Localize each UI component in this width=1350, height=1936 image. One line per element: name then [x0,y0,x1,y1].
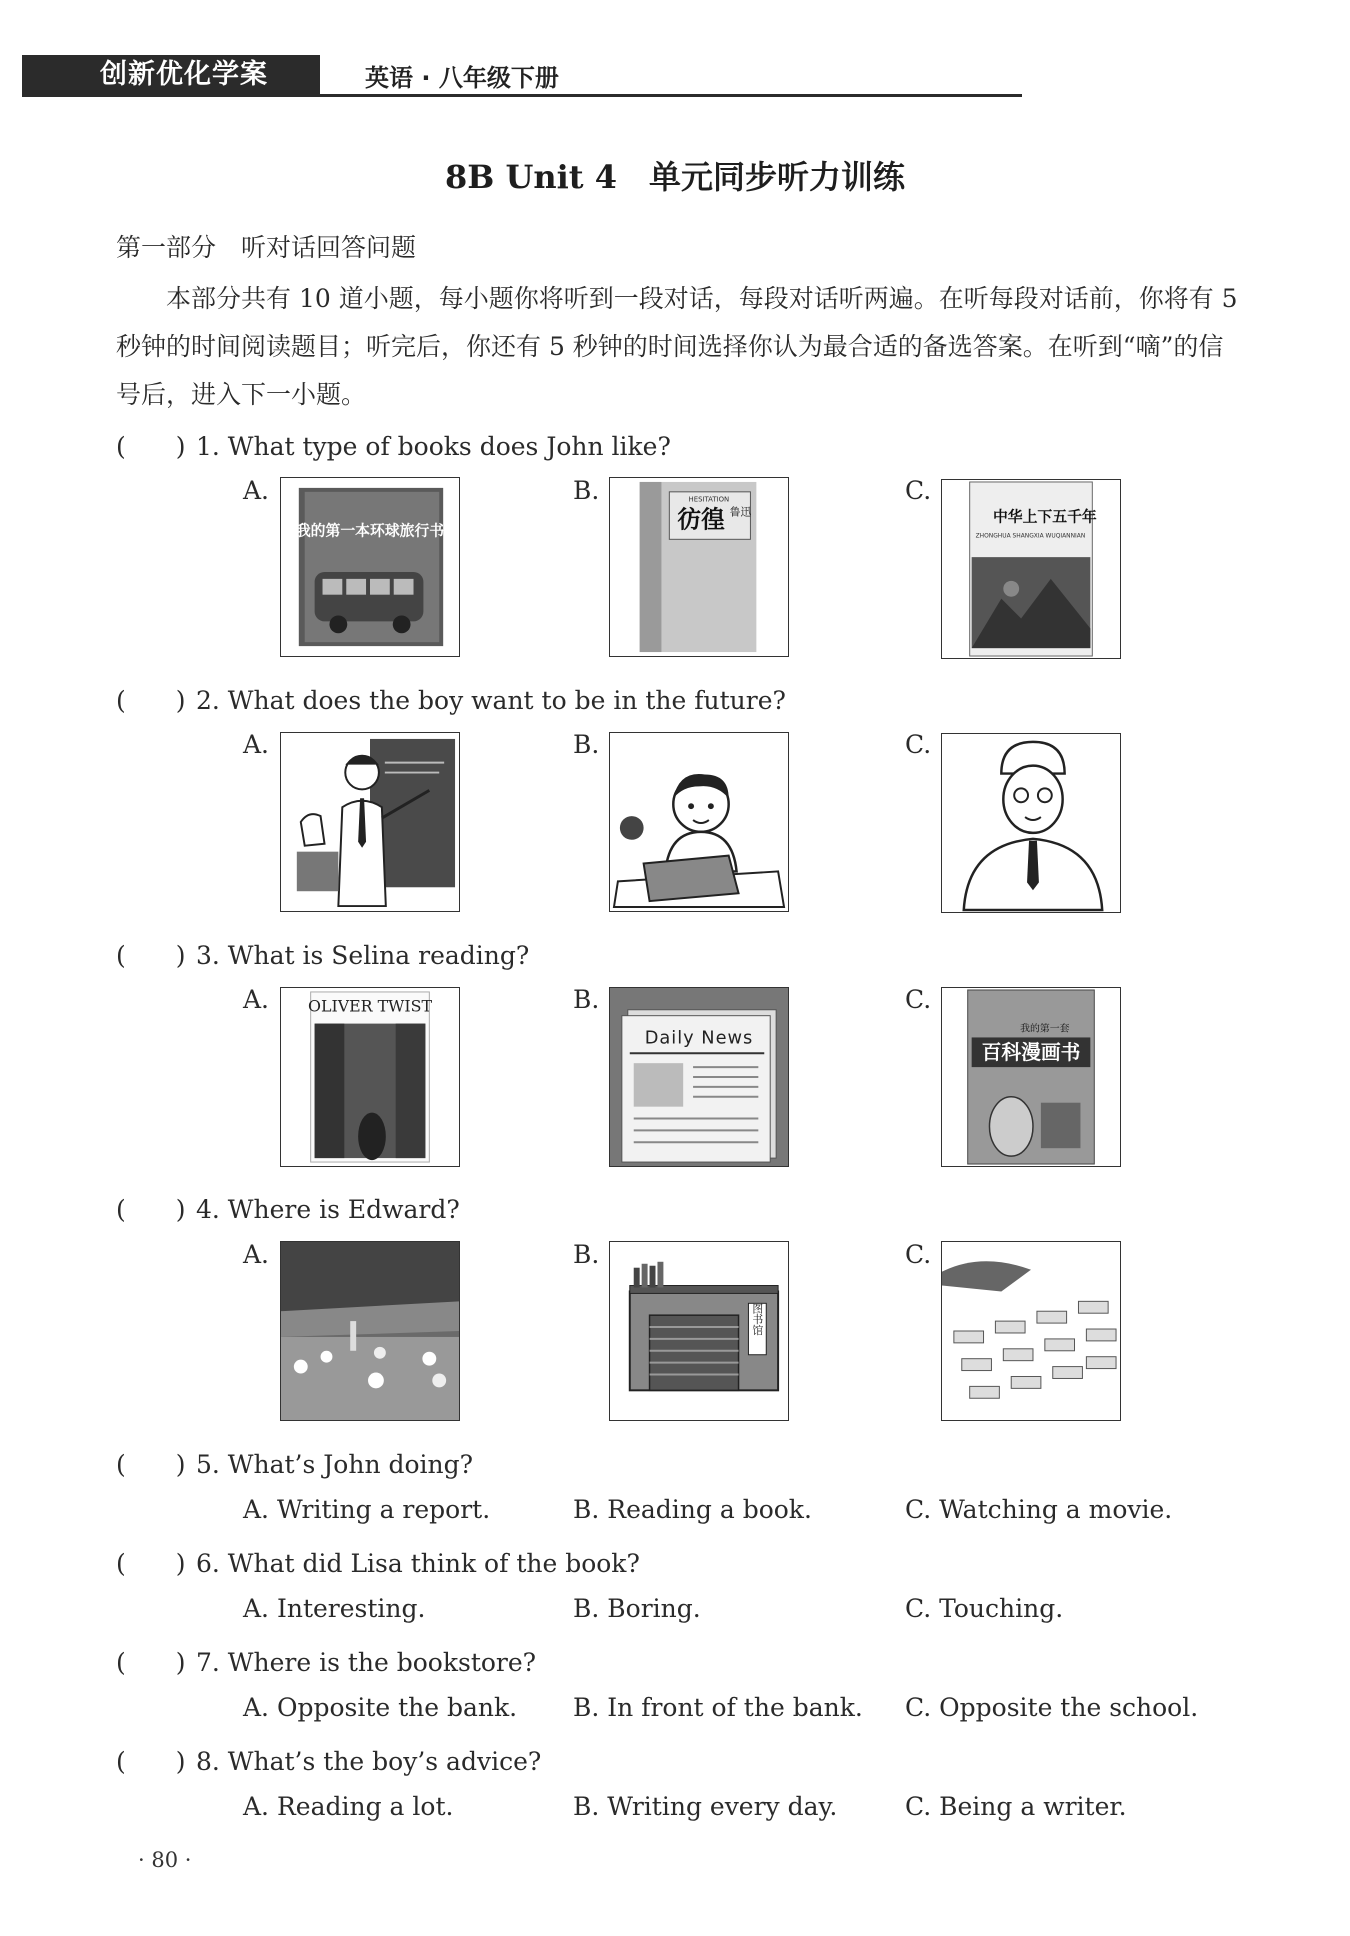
library-sign: 图书馆 [750,1302,764,1336]
option-a-label: A. [243,985,270,1014]
answer-bracket[interactable]: ( ) [116,941,186,970]
section-heading: 第一部分 听对话回答问题 [116,233,417,262]
hesitation-en-title: HESITATION [688,495,730,504]
option-b-label: B. [573,985,600,1014]
newspaper-masthead: Daily News [644,1027,754,1049]
doctor-illustration-image[interactable] [941,733,1121,913]
option-text: Writing a report. [276,1495,491,1524]
boy-typing-illustration-graphic [610,733,788,911]
library-illustration-image[interactable] [609,1241,789,1421]
oliver-twist-title: OLIVER TWIST [307,996,433,1016]
option-text: Watching a movie. [939,1495,1173,1524]
question-1 [116,427,671,463]
option-label: A. [243,1792,270,1821]
question-6 [116,1544,640,1580]
option-label: C. [905,1594,932,1623]
option-a[interactable] [243,1594,425,1623]
option-label: B. [573,1792,600,1821]
newspaper-illustration-image[interactable] [609,987,789,1167]
comic-series: 我的第一套 [1020,1023,1070,1035]
question-text: 5. What’s John doing? [196,1450,474,1479]
option-text: Interesting. [276,1594,426,1623]
history-book-cover-image[interactable] [941,479,1121,659]
travel-book-cover-graphic [281,478,459,656]
option-text: Writing every day. [607,1792,838,1821]
oliver-twist-cover-graphic [281,988,459,1166]
option-text: Reading a lot. [276,1792,454,1821]
playground-photo-image[interactable] [280,1241,460,1421]
answer-bracket[interactable]: ( ) [116,1747,186,1776]
option-b-label: B. [573,730,600,759]
boy-typing-illustration-image[interactable] [609,732,789,912]
hesitation-book-cover-image[interactable] [609,477,789,657]
question-text: 1. What type of books does John like? [196,432,671,461]
question-7 [116,1643,536,1679]
option-label: B. [573,1693,600,1722]
question-4 [116,1190,460,1226]
option-c[interactable] [905,1792,1127,1821]
option-label: A. [243,1693,270,1722]
option-label: C. [905,1495,932,1524]
hesitation-cn-title: 彷徨 [677,505,725,534]
option-c[interactable] [905,1594,1063,1623]
hesitation-book-cover-graphic [610,478,788,656]
option-label: A. [243,1495,270,1524]
travel-book-title: 我的第一本环球旅行书 [295,522,445,540]
option-label: C. [905,1792,932,1821]
question-text: 2. What does the boy want to be in the future? [196,686,786,715]
history-pinyin: ZHONGHUA SHANGXIA WUQIANNIAN [975,532,1086,540]
option-text: In front of the bank. [607,1693,863,1722]
answer-bracket[interactable]: ( ) [116,686,186,715]
option-a[interactable] [243,1693,517,1722]
answer-bracket[interactable]: ( ) [116,432,186,461]
option-c-label: C. [905,730,932,759]
doctor-illustration-graphic [942,734,1120,912]
library-illustration-graphic [610,1242,788,1420]
question-2 [116,681,786,717]
question-8 [116,1742,541,1778]
history-book-cover-graphic [942,480,1120,658]
oliver-twist-cover-image[interactable] [280,987,460,1167]
question-text: 4. Where is Edward? [196,1195,460,1224]
option-b[interactable] [573,1495,812,1524]
page-title: 8B Unit 4 单元同步听力训练 [445,158,905,196]
option-text: Reading a book. [607,1495,812,1524]
header-divider [22,94,1022,97]
classroom-desks-illustration-image[interactable] [941,1241,1121,1421]
series-title: 创新优化学案 [100,59,268,90]
option-b[interactable] [573,1693,863,1722]
hesitation-author: 鲁迅 [729,505,752,519]
comic-book-cover-graphic [942,988,1120,1166]
answer-bracket[interactable]: ( ) [116,1549,186,1578]
option-b-label: B. [573,476,600,505]
option-text: Touching. [939,1594,1064,1623]
travel-book-cover-image[interactable] [280,477,460,657]
option-label: B. [573,1594,600,1623]
option-label: A. [243,1594,270,1623]
option-c-label: C. [905,1240,932,1269]
classroom-desks-illustration-graphic [942,1242,1120,1420]
teacher-illustration-graphic [281,733,459,911]
option-label: B. [573,1495,600,1524]
instructions: 本部分共有 10 道小题，每小题你将听到一段对话，每段对话听两遍。在听每段对话前，你将有 5 秒钟的时间阅读题目；听完后，你还有 5 秒钟的时间选择你认为最合适的备选答案。在听到“嘀”的信号后，进入下一小题。 [116,284,1238,409]
subject-label: 英语 · 八年级下册 [365,64,559,92]
option-label: C. [905,1693,932,1722]
option-a[interactable] [243,1792,453,1821]
question-text: 3. What is Selina reading? [196,941,530,970]
question-3 [116,936,529,972]
question-text: 6. What did Lisa think of the book? [196,1549,640,1578]
option-text: Being a writer. [939,1792,1127,1821]
option-a-label: A. [243,476,270,505]
answer-bracket[interactable]: ( ) [116,1648,186,1677]
option-a-label: A. [243,730,270,759]
answer-bracket[interactable]: ( ) [116,1195,186,1224]
option-c[interactable] [905,1495,1172,1524]
option-b-label: B. [573,1240,600,1269]
series-banner [22,55,320,95]
option-c-label: C. [905,476,932,505]
newspaper-illustration-graphic [610,988,788,1166]
option-a-label: A. [243,1240,270,1269]
teacher-illustration-image[interactable] [280,732,460,912]
option-c[interactable] [905,1693,1198,1722]
option-b[interactable] [573,1792,837,1821]
comic-title: 百科漫画书 [981,1041,1081,1065]
option-text: Opposite the bank. [276,1693,518,1722]
option-b[interactable] [573,1594,701,1623]
page-number: · 80 · [138,1848,192,1872]
option-c-label: C. [905,985,932,1014]
option-a[interactable] [243,1495,490,1524]
answer-bracket[interactable]: ( ) [116,1450,186,1479]
playground-photo-graphic [281,1242,459,1420]
question-5 [116,1445,473,1481]
option-text: Opposite the school. [939,1693,1199,1722]
comic-book-cover-image[interactable] [941,987,1121,1167]
question-text: 7. Where is the bookstore? [196,1648,537,1677]
option-text: Boring. [607,1594,701,1623]
question-text: 8. What’s the boy’s advice? [196,1747,542,1776]
history-cn-title: 中华上下五千年 [992,508,1097,526]
